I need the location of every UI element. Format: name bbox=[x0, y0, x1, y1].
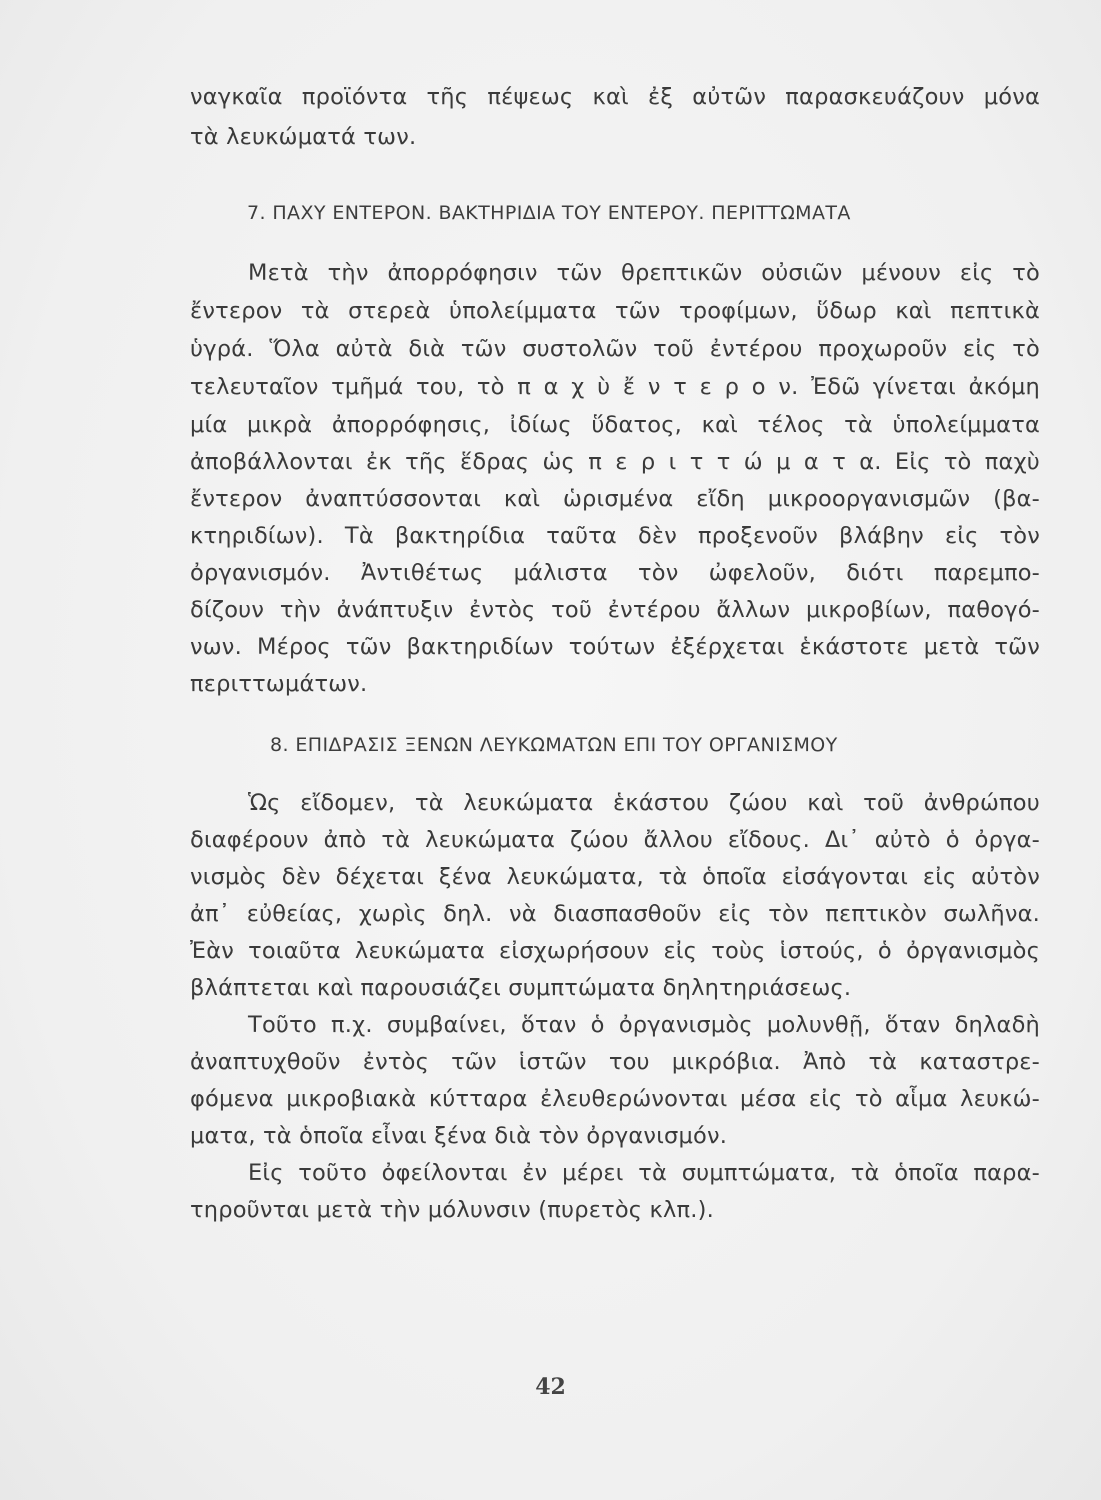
page-number: 42 bbox=[535, 1374, 566, 1400]
text-line: ἔντερον ἀναπτύσσονται καὶ ὡρισμένα εἴδη μικροοργανισμῶν (βα- bbox=[190, 486, 1040, 512]
text-line: μία μικρὰ ἀπορρόφησις, ἰδίως ὕδατος, καὶ τέλος τὰ ὑπολείμματα bbox=[190, 412, 1040, 438]
text-line: Μετὰ τὴν ἀπορρόφησιν τῶν θρεπτικῶν οὐσιῶν μένουν εἰς τὸ bbox=[248, 260, 1040, 286]
text-line: ἔντερον τὰ στερεὰ ὑπολείμματα τῶν τροφίμων, ὕδωρ καὶ πεπτικὰ bbox=[190, 298, 1040, 324]
text-line: Τοῦτο π.χ. συμβαίνει, ὅταν ὁ ὀργανισμὸς μολυνθῇ, ὅταν δηλαδὴ bbox=[248, 1012, 1040, 1038]
text-line: ὀργανισμόν. Ἀντιθέτως μάλιστα τὸν ὠφελοῦν, διότι παρεμπο- bbox=[190, 560, 1040, 586]
text-line: κτηριδίων). Τὰ βακτηρίδια ταῦτα δὲν προξενοῦν βλάβην εἰς τὸν bbox=[190, 523, 1040, 549]
text-line: Εἰς τοῦτο ὀφείλονται ἐν μέρει τὰ συμπτώματα, τὰ ὁποῖα παρα- bbox=[248, 1160, 1040, 1186]
section-heading: 7. ΠΑΧΥ ΕΝΤΕΡΟΝ. ΒΑΚΤΗΡΙΔΙΑ ΤΟΥ ΕΝΤΕΡΟΥ. ΠΕΡΙΤΤΩΜΑΤΑ bbox=[247, 202, 851, 224]
text-line: τηροῦνται μετὰ τὴν μόλυνσιν (πυρετὸς κλπ.). bbox=[190, 1197, 714, 1223]
text-line: νισμὸς δὲν δέχεται ξένα λευκώματα, τὰ ὁποῖα εἰσάγονται εἰς αὐτὸν bbox=[190, 864, 1040, 890]
text-line: νων. Μέρος τῶν βακτηριδίων τούτων ἐξέρχεται ἑκάστοτε μετὰ τῶν bbox=[190, 634, 1040, 660]
text-line: ἀποβάλλονται ἐκ τῆς ἕδρας ὡς π ε ρ ι τ τ ώ μ α τ α. Εἰς τὸ παχὺ bbox=[190, 449, 1040, 475]
text-line: Ὡς εἴδομεν, τὰ λευκώματα ἑκάστου ζώου καὶ τοῦ ἀνθρώπου bbox=[248, 790, 1040, 816]
text-line: δίζουν τὴν ἀνάπτυξιν ἐντὸς τοῦ ἐντέρου ἄλλων μικροβίων, παθογό- bbox=[190, 597, 1040, 623]
section-heading: 8. ΕΠΙΔΡΑΣΙΣ ΞΕΝΩΝ ΛΕΥΚΩΜΑΤΩΝ ΕΠΙ ΤΟΥ ΟΡΓΑΝΙΣΜΟΥ bbox=[270, 734, 838, 756]
text-line: βλάπτεται καὶ παρουσιάζει συμπτώματα δηλητηριάσεως. bbox=[190, 975, 852, 1001]
text-line: περιττωμάτων. bbox=[190, 671, 368, 697]
text-line: Ἐὰν τοιαῦτα λευκώματα εἰσχωρήσουν εἰς τοὺς ἱστούς, ὁ ὀργανισμὸς bbox=[190, 938, 1040, 964]
text-line: ματα, τὰ ὁποῖα εἶναι ξένα διὰ τὸν ὀργανισμόν. bbox=[190, 1123, 728, 1149]
text-line: ὑγρά. Ὅλα αὐτὰ διὰ τῶν συστολῶν τοῦ ἐντέρου προχωροῦν εἰς τὸ bbox=[190, 336, 1040, 362]
text-line: τελευταῖον τμῆμά του, τὸ π α χ ὺ ἔ ν τ ε ρ ο ν. Ἐδῶ γίνεται ἀκόμη bbox=[190, 374, 1040, 400]
text-line: ναγκαῖα προϊόντα τῆς πέψεως καὶ ἐξ αὐτῶν παρασκευάζουν μόνα bbox=[190, 84, 1040, 110]
text-line: ἀπ᾽ εὐθείας, χωρὶς δηλ. νὰ διασπασθοῦν εἰς τὸν πεπτικὸν σωλῆνα. bbox=[190, 901, 1040, 927]
text-line: διαφέρουν ἀπὸ τὰ λευκώματα ζώου ἄλλου εἴδους. Δι᾽ αὐτὸ ὁ ὀργα- bbox=[190, 827, 1040, 853]
text-line: φόμενα μικροβιακὰ κύτταρα ἐλευθερώνονται μέσα εἰς τὸ αἷμα λευκώ- bbox=[190, 1086, 1040, 1112]
text-line: ἀναπτυχθοῦν ἐντὸς τῶν ἱστῶν του μικρόβια. Ἀπὸ τὰ καταστρε- bbox=[190, 1049, 1040, 1075]
text-line: τὰ λευκώματά των. bbox=[190, 124, 417, 150]
